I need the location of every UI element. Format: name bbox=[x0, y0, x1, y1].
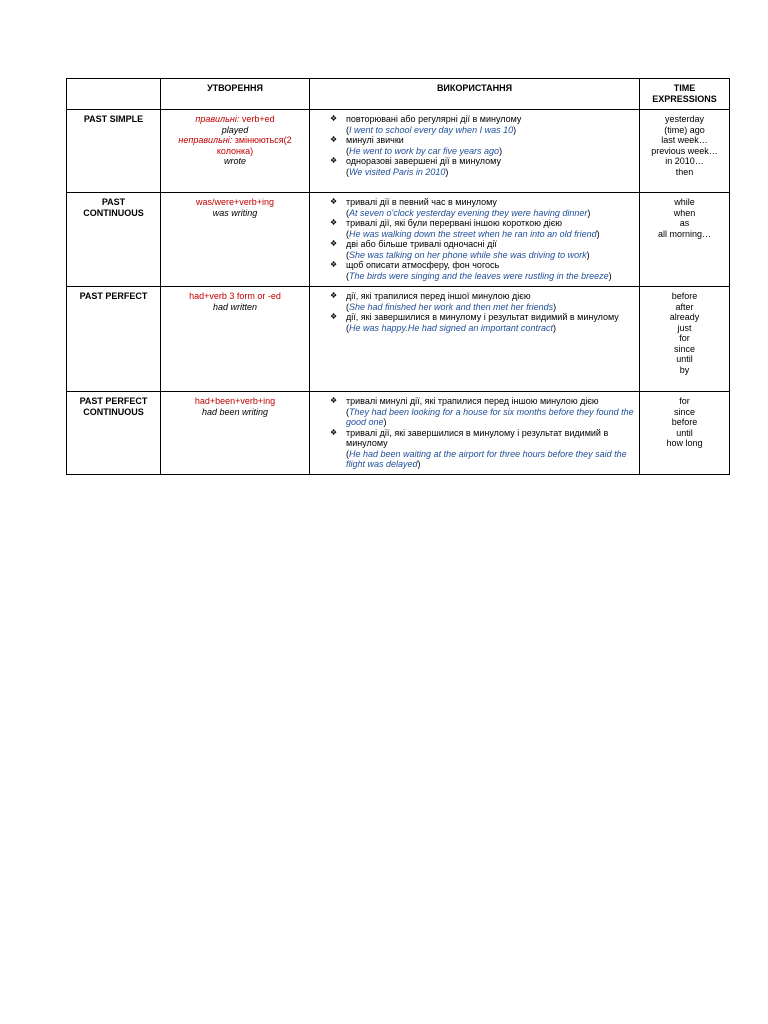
formation-example: was writing bbox=[212, 207, 258, 218]
usage-text: ❖ тривалі дії, які були перервані іншою короткою дією bbox=[346, 218, 563, 228]
tense-name: PAST CONTINUOUS bbox=[67, 193, 161, 287]
header-row bbox=[67, 79, 730, 110]
time-expression: since bbox=[673, 343, 695, 354]
formation-line bbox=[165, 208, 305, 219]
formation-line bbox=[165, 407, 305, 418]
usage-example: (He was happy.He had signed an important contract) bbox=[346, 322, 556, 333]
formation-line bbox=[165, 125, 305, 136]
usage-example: (He went to work by car five years ago) bbox=[346, 145, 503, 156]
tense-name: PAST PERFECT CONTINUOUS bbox=[67, 392, 161, 475]
formation-rule: had+verb 3 form or -ed bbox=[189, 291, 281, 301]
table-row bbox=[67, 193, 730, 287]
usage-item bbox=[330, 291, 635, 312]
formation-cell bbox=[161, 287, 310, 392]
example-sentence: He went to work by car five years ago bbox=[349, 145, 500, 156]
formation-line bbox=[165, 302, 305, 313]
usage-text: ❖ тривалі минулі дії, які трапилися перед іншою минулою дією bbox=[346, 396, 599, 406]
usage-example: (The birds were singing and the leaves were rustling in the breeze) bbox=[346, 270, 612, 281]
usage-example: (They had been looking for a house for six months before they found the good one) bbox=[346, 406, 634, 427]
formation-line bbox=[165, 114, 305, 125]
time-expression: just bbox=[677, 322, 692, 333]
example-sentence: They had been looking for a house for six months before they found the good one bbox=[346, 406, 634, 427]
formation-rule: was/were+verb+ing bbox=[195, 197, 275, 207]
table-row bbox=[67, 110, 730, 193]
usage-item bbox=[330, 428, 635, 470]
formation-rule: verb+ed bbox=[239, 114, 275, 124]
usage-text: ❖ дві або більше тривалі одночасні дії bbox=[346, 239, 497, 249]
usage-example: (We visited Paris in 2010) bbox=[346, 166, 449, 177]
usage-cell bbox=[310, 110, 640, 193]
formation-example: played bbox=[221, 124, 249, 135]
usage-text: ❖ тривалі дії, які завершилися в минулому і результат видимий в минулому bbox=[346, 427, 609, 448]
formation-example: had been writing bbox=[201, 406, 269, 417]
usage-example: (He had been waiting at the airport for three hours before they said the flight was delayed) bbox=[346, 448, 627, 469]
time-expression: as bbox=[679, 218, 690, 228]
usage-example: (I went to school every day when I was 10) bbox=[346, 124, 517, 135]
usage-text: ❖ минулі звички bbox=[346, 135, 404, 145]
time-expression: until bbox=[676, 354, 693, 364]
time-expressions-cell bbox=[640, 287, 730, 392]
usage-item bbox=[330, 156, 635, 177]
time-expression: last week… bbox=[661, 135, 708, 145]
example-sentence: He was walking down the street when he ran into an old friend bbox=[349, 228, 597, 239]
usage-text: ❖ дії, які завершилися в минулому і результат видимий в минулому bbox=[346, 312, 619, 322]
time-expression: how long bbox=[666, 438, 703, 448]
formation-line bbox=[165, 156, 305, 167]
time-expression: (time) ago bbox=[664, 124, 705, 135]
usage-list bbox=[314, 114, 635, 177]
time-expressions-cell bbox=[640, 110, 730, 193]
formation-rule: змінюються(2 колонка) bbox=[216, 135, 292, 156]
header-formation: УТВОРЕННЯ bbox=[161, 79, 310, 110]
time-expression: before bbox=[671, 291, 698, 301]
time-expression: already bbox=[669, 312, 700, 322]
example-sentence: The birds were singing and the leaves were rustling in the breeze bbox=[349, 270, 609, 281]
usage-example: (She had finished her work and then met her friends) bbox=[346, 301, 557, 312]
usage-cell bbox=[310, 392, 640, 475]
usage-example: (At seven o'clock yesterday evening they were having dinner) bbox=[346, 207, 591, 218]
time-expression: until bbox=[676, 427, 693, 438]
time-expression: when bbox=[673, 207, 696, 218]
formation-line bbox=[165, 135, 305, 156]
formation-line bbox=[165, 396, 305, 407]
usage-list bbox=[314, 396, 635, 470]
example-sentence: He was happy.He had signed an important contract bbox=[349, 322, 553, 333]
formation-cell bbox=[161, 110, 310, 193]
header-usage: ВИКОРИСТАННЯ bbox=[310, 79, 640, 110]
usage-text: ❖ одноразові завершені дії в минулому bbox=[346, 156, 501, 166]
usage-item bbox=[330, 396, 635, 428]
formation-label: неправильні: bbox=[178, 135, 233, 145]
usage-list bbox=[314, 291, 635, 333]
usage-text: ❖ щоб описати атмосферу, фон чогось bbox=[346, 260, 500, 270]
time-expression: then bbox=[675, 166, 694, 177]
past-tenses-table bbox=[66, 78, 730, 475]
formation-example: wrote bbox=[223, 156, 246, 166]
time-expression: since bbox=[673, 406, 695, 417]
table-row bbox=[67, 287, 730, 392]
table-row bbox=[67, 392, 730, 475]
formation-example: had written bbox=[212, 301, 258, 312]
example-sentence: He had been waiting at the airport for three hours before they said the flight was delayed bbox=[346, 448, 627, 469]
usage-item bbox=[330, 135, 635, 156]
example-sentence: She had finished her work and then met her friends bbox=[349, 301, 554, 312]
time-expressions-cell bbox=[640, 193, 730, 287]
time-expression: after bbox=[675, 301, 694, 312]
usage-item bbox=[330, 114, 635, 135]
time-expression: in 2010… bbox=[665, 156, 704, 166]
usage-item bbox=[330, 312, 635, 333]
usage-cell bbox=[310, 193, 640, 287]
time-expression: for bbox=[679, 396, 690, 406]
usage-item bbox=[330, 197, 635, 218]
formation-label: правильні: bbox=[195, 114, 240, 124]
time-expression: previous week… bbox=[651, 145, 718, 156]
usage-text: ❖ дії, які трапилися перед іншої минулою дією bbox=[346, 291, 531, 301]
usage-list bbox=[314, 197, 635, 281]
formation-cell bbox=[161, 392, 310, 475]
usage-item bbox=[330, 260, 635, 281]
formation-rule: had+been+verb+ing bbox=[194, 396, 276, 406]
usage-example: (She was talking on her phone while she was driving to work) bbox=[346, 249, 590, 260]
header-time-expressions: TIME EXPRESSIONS bbox=[640, 79, 730, 110]
usage-text: ❖ повторювані або регулярні дії в минулому bbox=[346, 114, 522, 124]
formation-cell bbox=[161, 193, 310, 287]
example-sentence: At seven o'clock yesterday evening they were having dinner bbox=[349, 207, 588, 218]
time-expressions-cell bbox=[640, 392, 730, 475]
time-expression: yesterday bbox=[664, 114, 705, 124]
time-expression: while bbox=[674, 197, 695, 207]
example-sentence: I went to school every day when I was 10 bbox=[349, 124, 514, 135]
usage-item bbox=[330, 239, 635, 260]
time-expression: before bbox=[671, 417, 698, 427]
usage-item bbox=[330, 218, 635, 239]
example-sentence: We visited Paris in 2010 bbox=[349, 166, 446, 177]
usage-text: ❖ тривалі дії в певний час в минулому bbox=[346, 197, 497, 207]
header-tense bbox=[67, 79, 161, 110]
example-sentence: She was talking on her phone while she was driving to work bbox=[349, 249, 587, 260]
time-expression: for bbox=[679, 333, 690, 343]
formation-line bbox=[165, 291, 305, 302]
tense-name: PAST SIMPLE bbox=[67, 110, 161, 193]
formation-line bbox=[165, 197, 305, 208]
usage-cell bbox=[310, 287, 640, 392]
usage-example: (He was walking down the street when he ran into an old friend) bbox=[346, 228, 600, 239]
time-expression: by bbox=[679, 364, 690, 375]
tense-name: PAST PERFECT bbox=[67, 287, 161, 392]
time-expression: all morning… bbox=[657, 228, 712, 239]
